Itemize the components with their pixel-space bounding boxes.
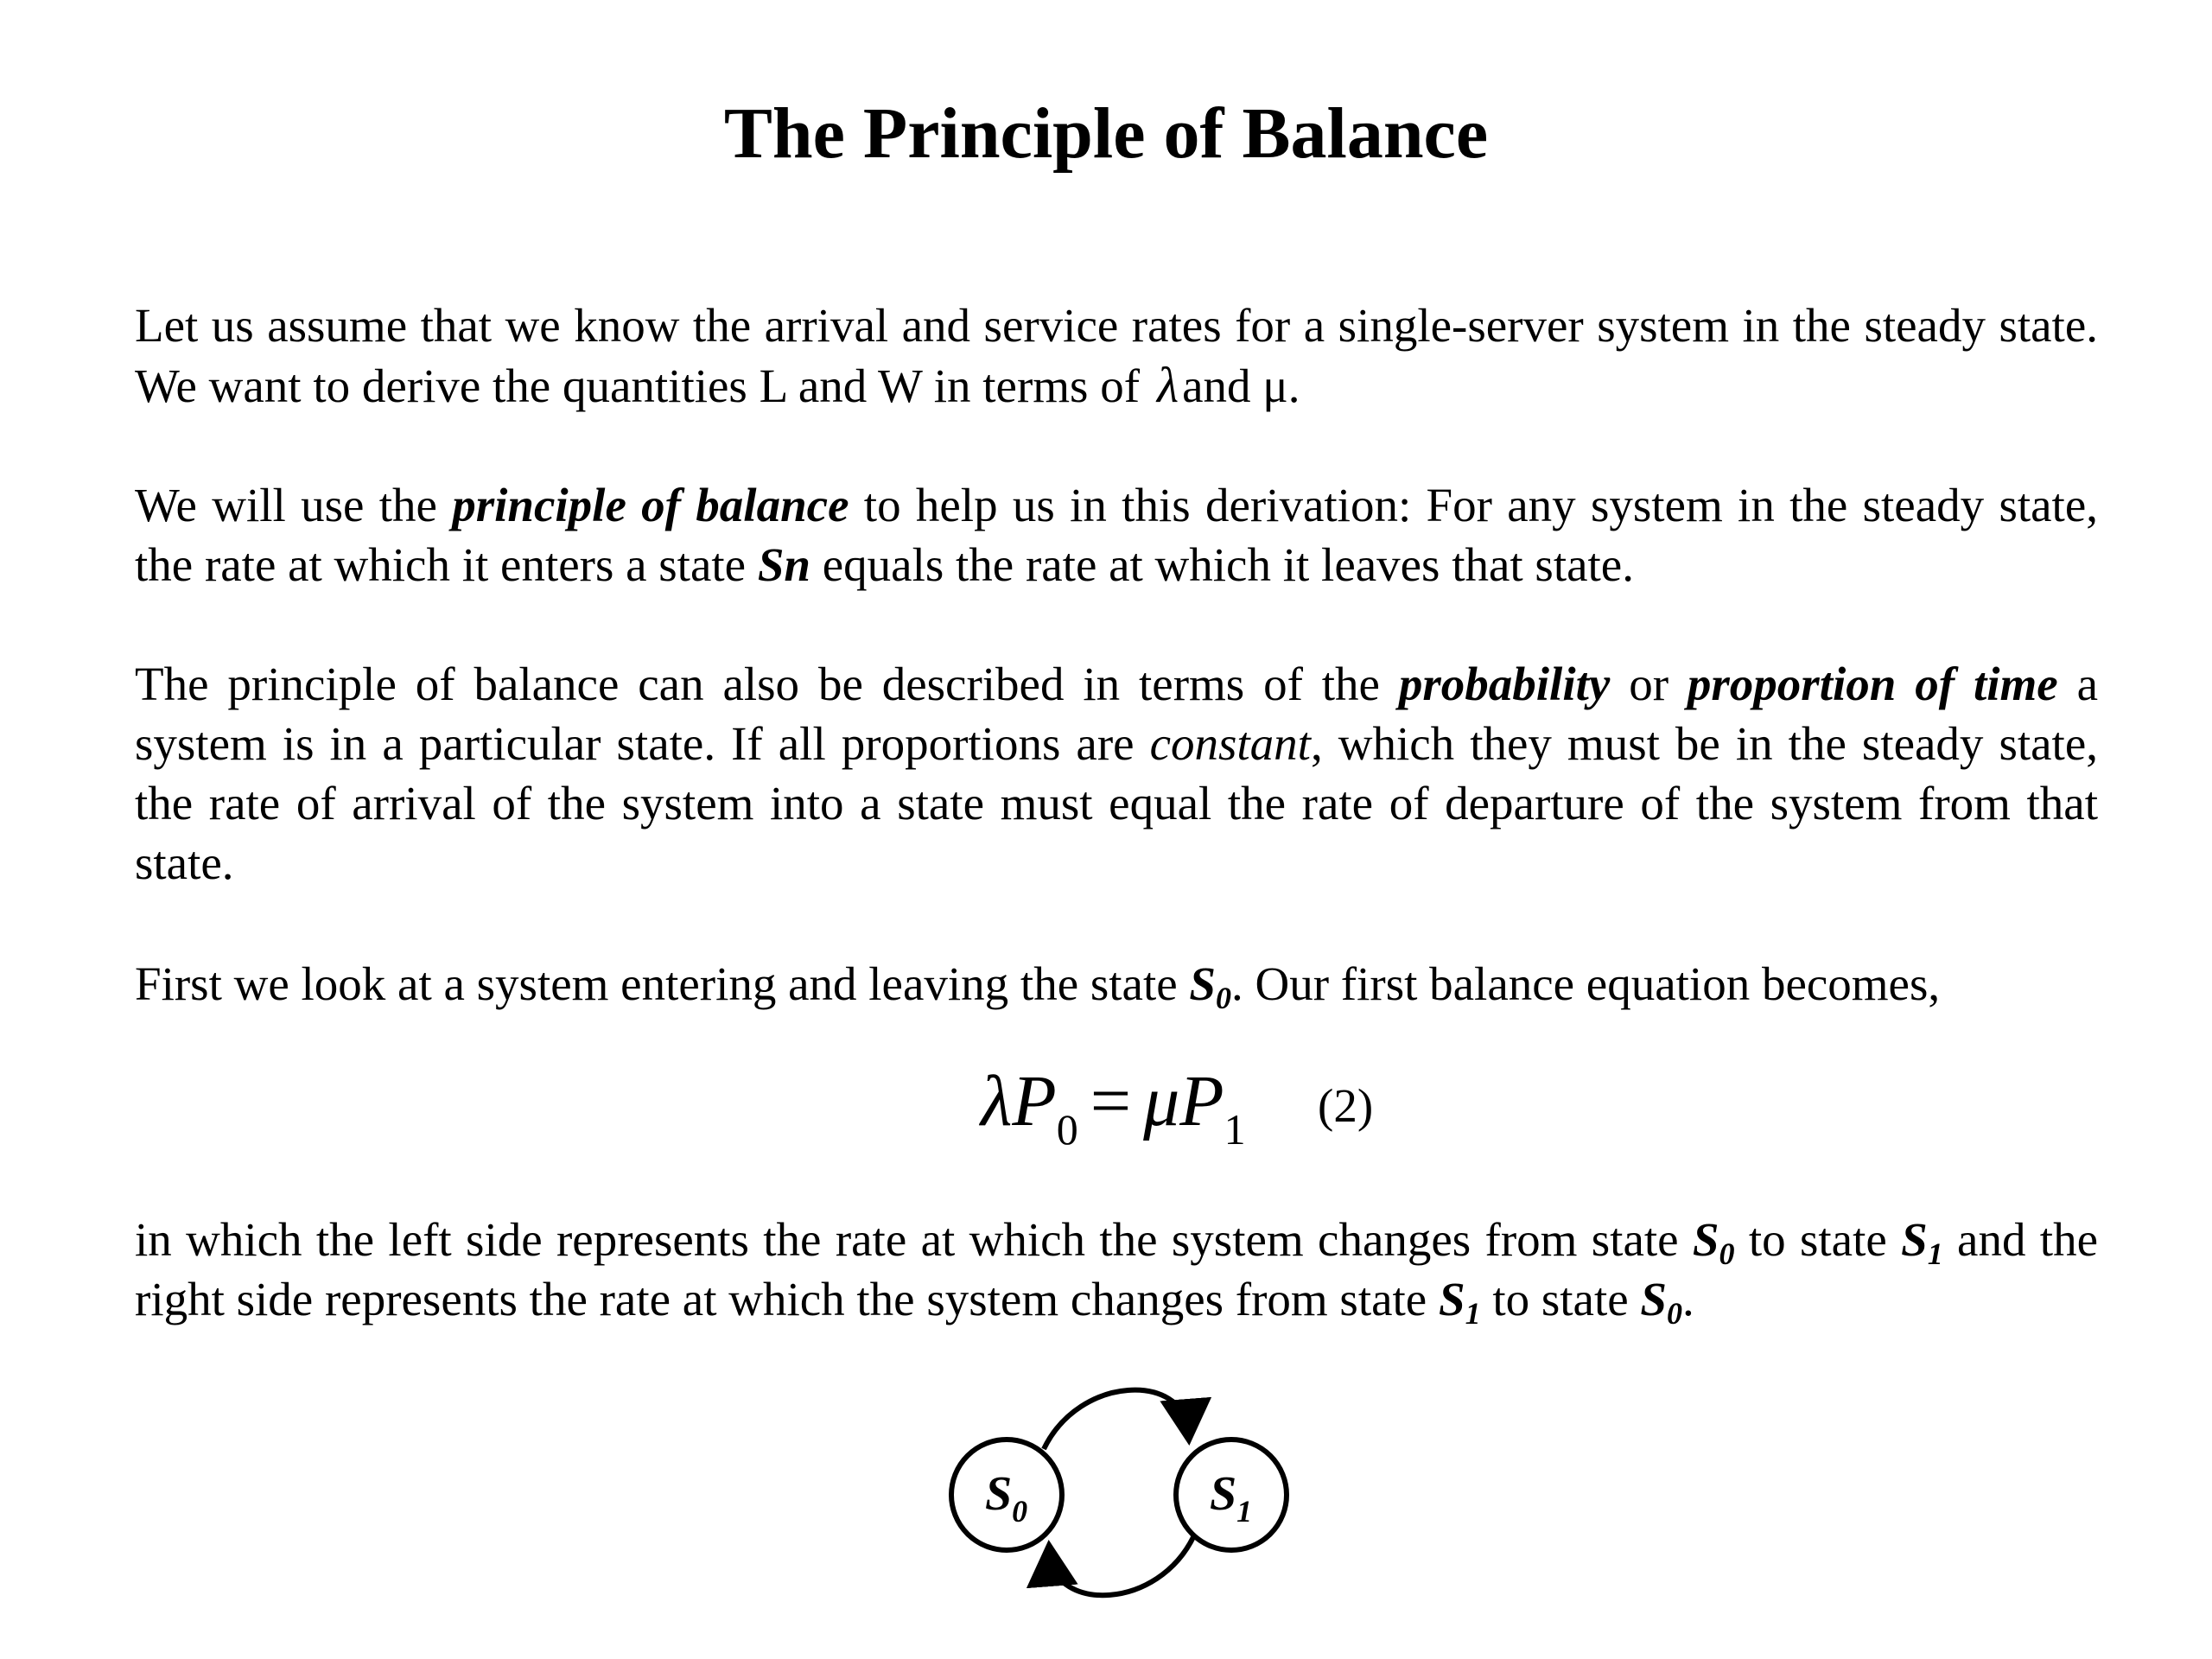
paragraph-1-tail: and μ.	[1182, 359, 1300, 412]
emphasis-constant: constant	[1149, 717, 1311, 770]
state-letter: S	[1692, 1213, 1719, 1266]
equation-sub-right: 1	[1224, 1105, 1246, 1154]
equation-equals: =	[1090, 1061, 1132, 1141]
state-letter: S	[1438, 1273, 1465, 1325]
balance-equation	[981, 1058, 1413, 1162]
equation-p-left: P	[1012, 1061, 1057, 1141]
state-transition-diagram	[933, 1378, 1305, 1607]
paragraph-3	[135, 654, 2098, 893]
state-s0-inline	[1189, 957, 1231, 1015]
paragraph-2-text-c: equals the rate at which it leaves that state.	[810, 538, 1634, 591]
state-s1-ref-1	[1901, 1213, 1943, 1271]
emphasis-sn: Sn	[757, 538, 810, 591]
paragraph-2-text-b: to help us in this derivation: For any system in the steady state, the rate at which it enters a state	[135, 479, 2098, 591]
state-node-s1-letter: S	[1210, 1467, 1237, 1521]
equation-p-right: P	[1179, 1061, 1224, 1141]
equation-number: (2)	[1318, 1079, 1374, 1132]
paragraph-3-text-a: The principle of balance can also be described in terms of the	[135, 658, 1399, 710]
paragraph-5-text-d: to state	[1480, 1273, 1641, 1325]
paragraph-1	[135, 296, 2098, 416]
state-letter: S	[1901, 1213, 1928, 1266]
paragraph-3-text-c: a system is in a particular state. If all proportions are	[135, 658, 2098, 770]
equation-lambda: λ	[981, 1061, 1013, 1141]
state-letter: S	[1189, 957, 1216, 1010]
paragraph-1-text: Let us assume that we know the arrival and service rates for a single-server system in the steady state. We want to derive the quantities L and W in terms of	[135, 299, 2098, 412]
lambda-symbol: λ	[1157, 357, 1179, 413]
paragraph-3-text-b: or	[1610, 658, 1688, 710]
state-subscript: 0	[1719, 1236, 1735, 1271]
equation-mu: μ	[1143, 1061, 1180, 1141]
transition-arrow-s1-to-s0	[1050, 1535, 1194, 1595]
paragraph-3-text-d: , which they must be in the steady state, the rate of arrival of the system into a state must equal the rate of departure of the system from that state.	[135, 717, 2098, 889]
emphasis-proportion-of-time: proportion of time	[1687, 658, 2058, 710]
state-s0-ref-1	[1692, 1213, 1735, 1271]
paragraph-2-text-a: We will use the	[135, 479, 453, 531]
equation-math	[981, 1058, 1246, 1154]
state-subscript: 1	[1465, 1296, 1481, 1331]
paragraph-5-text-e: .	[1681, 1273, 1694, 1325]
state-node-s0-sub: 0	[1012, 1494, 1028, 1529]
state-node-s0-letter: S	[985, 1467, 1013, 1521]
state-subscript: 1	[1927, 1236, 1943, 1271]
emphasis-principle-of-balance: principle of balance	[452, 479, 849, 531]
transition-arrow-s0-to-s1	[1044, 1390, 1188, 1449]
paragraph-4	[135, 954, 2098, 1014]
state-node-s1	[1176, 1440, 1287, 1550]
state-node-s0	[951, 1440, 1062, 1550]
emphasis-probability: probability	[1398, 658, 1611, 710]
paragraph-5-text-a: in which the left side represents the rate at which the system changes from state	[135, 1213, 1693, 1266]
paragraph-2	[135, 475, 2098, 594]
state-letter: S	[1640, 1273, 1667, 1325]
paragraph-5-text-b: to state	[1734, 1213, 1902, 1266]
paragraph-5	[135, 1210, 2098, 1329]
state-subscript: 0	[1666, 1296, 1682, 1331]
paragraph-4-text-b: . Our first balance equation becomes,	[1231, 957, 1941, 1010]
paragraph-5-text-c: and the right side represents the rate at which the system changes from state	[135, 1213, 2098, 1325]
state-subscript: 0	[1216, 981, 1231, 1015]
paragraph-4-text-a: First we look at a system entering and leaving the state	[135, 957, 1190, 1010]
page-title: The Principle of Balance	[723, 93, 1489, 174]
equation-sub-left: 0	[1056, 1105, 1078, 1154]
state-node-s1-sub: 1	[1236, 1494, 1253, 1529]
state-s0-ref-2	[1640, 1273, 1682, 1331]
state-s1-ref-2	[1438, 1273, 1481, 1331]
